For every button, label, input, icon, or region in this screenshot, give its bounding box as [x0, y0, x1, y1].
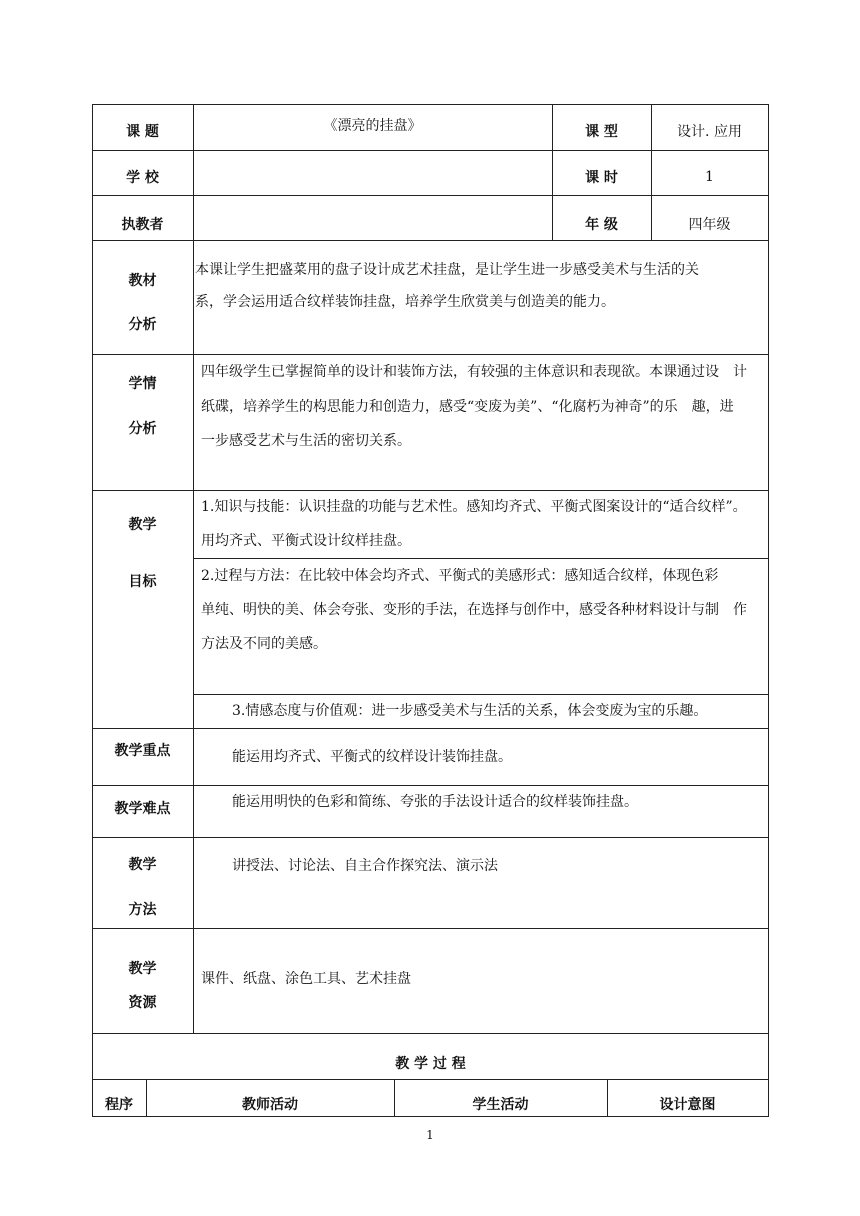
goal-1-line-2: 用均齐式、平衡式设计纹样挂盘。	[201, 533, 411, 549]
teacher-value	[193, 203, 552, 245]
goal-2-line-2: 单纯、明快的美、体会夸张、变形的手法，在选择与创作中，感受各种材料设计与制 作	[201, 602, 747, 618]
teacher-label: 执教者	[121, 217, 164, 233]
column-header-student-activity: 学生活动	[472, 1096, 529, 1113]
material-text-line-2: 系，学会运用适合纹样装饰挂盘，培养学生欣赏美与创造美的能力。	[195, 294, 615, 310]
difficulty-label: 教学难点	[114, 801, 171, 817]
table-rule	[92, 1033, 769, 1034]
school-label: 学 校	[126, 170, 159, 186]
topic-label: 课 题	[126, 124, 159, 140]
school-value	[193, 156, 552, 198]
method-label-2: 方法	[128, 902, 157, 918]
learner-label-2: 分析	[128, 421, 157, 437]
column-header-teacher-activity: 教师活动	[242, 1096, 298, 1113]
method-text: 讲授法、讨论法、自主合作探究法、演示法	[232, 858, 498, 874]
learner-text-line-1: 四年级学生已掌握简单的设计和装饰方法，有较强的主体意识和表现欲。本课通过设 计	[201, 364, 747, 380]
goal-label-1: 教学	[128, 517, 157, 533]
resource-text: 课件、纸盘、涂色工具、艺术挂盘	[201, 971, 411, 987]
goal-2-line-3: 方法及不同的美感。	[201, 636, 327, 652]
process-title: 教 学 过 程	[395, 1055, 466, 1072]
goal-2-line-1: 2.过程与方法：在比较中体会均齐式、平衡式的美感形式：感知适合纹样，体现色彩	[201, 568, 719, 584]
table-rule	[768, 104, 769, 1116]
grade-label: 年 级	[585, 217, 618, 233]
method-label-1: 教学	[128, 857, 157, 873]
key-point-text: 能运用均齐式、平衡式的纹样设计装饰挂盘。	[232, 749, 512, 765]
grade-value: 四年级	[688, 217, 731, 233]
resource-label-1: 教学	[128, 961, 157, 977]
material-label-1: 教材	[128, 273, 157, 289]
material-text-line-1: 本课让学生把盛菜用的盘子设计成艺术挂盘，是让学生进一步感受美术与生活的关	[195, 262, 699, 278]
column-header-procedure: 程序	[105, 1096, 133, 1113]
learner-text-line-3: 一步感受艺术与生活的密切关系。	[201, 433, 411, 449]
table-rule	[193, 558, 769, 559]
column-header-design-intent: 设计意图	[659, 1096, 716, 1113]
topic-value: 《漂亮的挂盘》	[323, 118, 422, 134]
hours-value: 1	[705, 169, 714, 185]
table-rule	[193, 694, 769, 695]
key-point-label: 教学重点	[114, 743, 171, 759]
learner-text-line-2: 纸碟，培养学生的构思能力和创造力，感受“变废为美”、“化腐朽为神奇”的乐 趣，进	[201, 399, 734, 415]
type-label: 课 型	[585, 124, 618, 140]
goal-1-line-1: 1.知识与技能：认识挂盘的功能与艺术性。感知均齐式、平衡式图案设计的“适合纹样”。	[201, 499, 747, 515]
resource-label-2: 资源	[128, 995, 157, 1011]
page-number: 1	[426, 1128, 434, 1142]
learner-label-1: 学情	[128, 376, 157, 392]
goal-3-line-1: 3.情感态度与价值观：进一步感受美术与生活的关系，体会变废为宝的乐趣。	[232, 703, 708, 719]
material-label-2: 分析	[128, 317, 157, 333]
hours-label: 课 时	[585, 170, 618, 186]
type-value: 设计. 应用	[677, 124, 742, 140]
difficulty-text: 能运用明快的色彩和简练、夸张的手法设计适合的纹样装饰挂盘。	[232, 794, 638, 810]
goal-label-2: 目标	[128, 574, 157, 590]
